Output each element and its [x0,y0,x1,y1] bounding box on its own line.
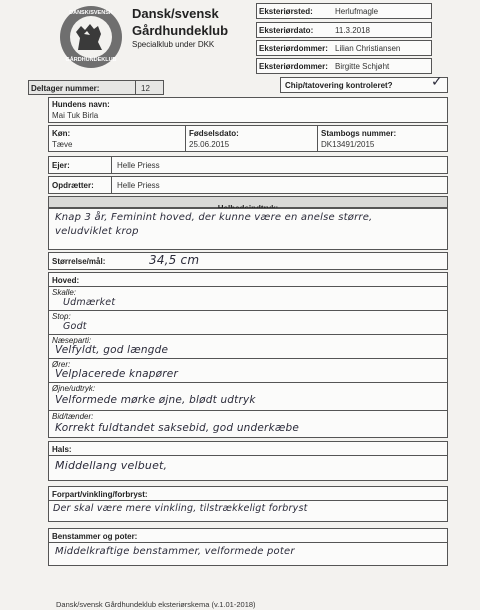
logo-ring-bottom: GÅRDHUNDEKLUB [65,57,117,63]
chip-field [280,74,448,93]
header-field-sted [256,3,432,19]
head-item-label: Bid/tænder: [52,412,94,421]
head-label: Hoved: [52,276,80,285]
header-field-label: Eksteriørdato: [259,26,314,35]
header-field-value: Lilian Christiansen [335,44,401,53]
participant-label: Deltager nummer: [31,84,100,93]
head-item-oerer [49,358,447,382]
club-name-line1: Dansk/svensk [132,6,219,21]
breeder-label: Opdrætter: [52,181,94,190]
head-item-stop [49,310,447,334]
header-field-label: Eksteriørdommer: [259,62,328,71]
dog-name-field [48,97,448,123]
head-item-text: Velfyldt, god længde [55,344,169,356]
club-logo [54,4,128,70]
breeder-field [48,176,448,194]
legs-label: Benstammer og poter: [52,532,138,541]
head-item-label: Næseparti: [52,336,92,345]
front-text: Der skal være mere vinkling, tilstrækkeligt forbryst [53,503,308,514]
header-field-label: Eksteriørdommer: [259,44,328,53]
owner-label: Ejer: [52,161,70,170]
head-section [48,272,448,438]
footer-text: Dansk/svensk Gårdhundeklub eksteriørskema (v.1.01-2018) [56,600,256,609]
birth-label: Fødselsdato: [189,129,239,138]
legs-section [48,528,448,566]
overall-header [48,196,448,208]
head-item-text: Velplacerede knapører [55,368,178,380]
participant-field [28,80,164,95]
head-item-label: Stop: [52,312,71,321]
neck-section [48,441,448,481]
head-item-text: Godt [63,321,87,332]
head-item-skalle [49,286,447,310]
header-field-dommer-2 [256,58,432,74]
size-label: Størrelse/mål: [52,257,106,266]
overall-text-area [48,208,448,250]
stambog-label: Stambogs nummer: [321,129,397,138]
header-field-value: Herlufmagle [335,7,379,16]
sex-label: Køn: [52,129,71,138]
header-field-label: Eksteriørsted: [259,7,313,16]
owner-field [48,156,448,174]
dog-info-row [48,125,448,152]
participant-value: 12 [141,84,150,93]
breeder-value: Helle Priess [117,181,160,190]
front-section [48,486,448,522]
size-value: 34,5 cm [149,253,200,267]
head-item-text: Velformede mørke øjne, blødt udtryk [55,394,256,406]
overall-text: Knap 3 år, Feminint hoved, der kunne være en anelse større, veludviklet krop [55,212,373,237]
neck-label: Hals: [52,445,72,454]
sex-value: Tæve [52,140,73,149]
owner-value: Helle Priess [117,161,160,170]
size-field [48,252,448,270]
header-field-value: 11.3.2018 [335,26,370,35]
head-item-bid [49,410,447,437]
logo-ring-top: DANSK/SVENSK [69,10,113,16]
header-field-dato [256,22,432,38]
head-item-label: Ører: [52,360,71,369]
chip-checkmark: ✓ [431,74,443,90]
chip-label: Chip/tatovering kontroleret? [285,81,393,90]
head-item-label: Øjne/udtryk: [52,384,96,393]
stambog-value: DK13491/2015 [321,140,375,149]
neck-text: Middellang velbuet, [55,459,168,472]
head-item-naeseparti [49,334,447,358]
head-item-text: Udmærket [63,297,116,308]
club-name-line2: Gårdhundeklub [132,23,229,38]
header-field-value: Birgitte Schjøht [335,62,390,71]
head-item-oejne [49,382,447,410]
legs-text: Middelkraftige benstammer, velformede poter [55,546,295,557]
birth-value: 25.06.2015 [189,140,230,149]
club-subtitle: Specialklub under DKK [132,40,215,49]
front-label: Forpart/vinkling/forbryst: [52,490,148,499]
dog-name-value: Mai Tuk Birla [52,111,99,120]
header-field-dommer-1 [256,40,432,56]
dog-name-label: Hundens navn: [52,100,110,109]
head-item-label: Skalle: [52,288,77,297]
head-item-text: Korrekt fuldtandet saksebid, god underkæbe [55,422,300,434]
